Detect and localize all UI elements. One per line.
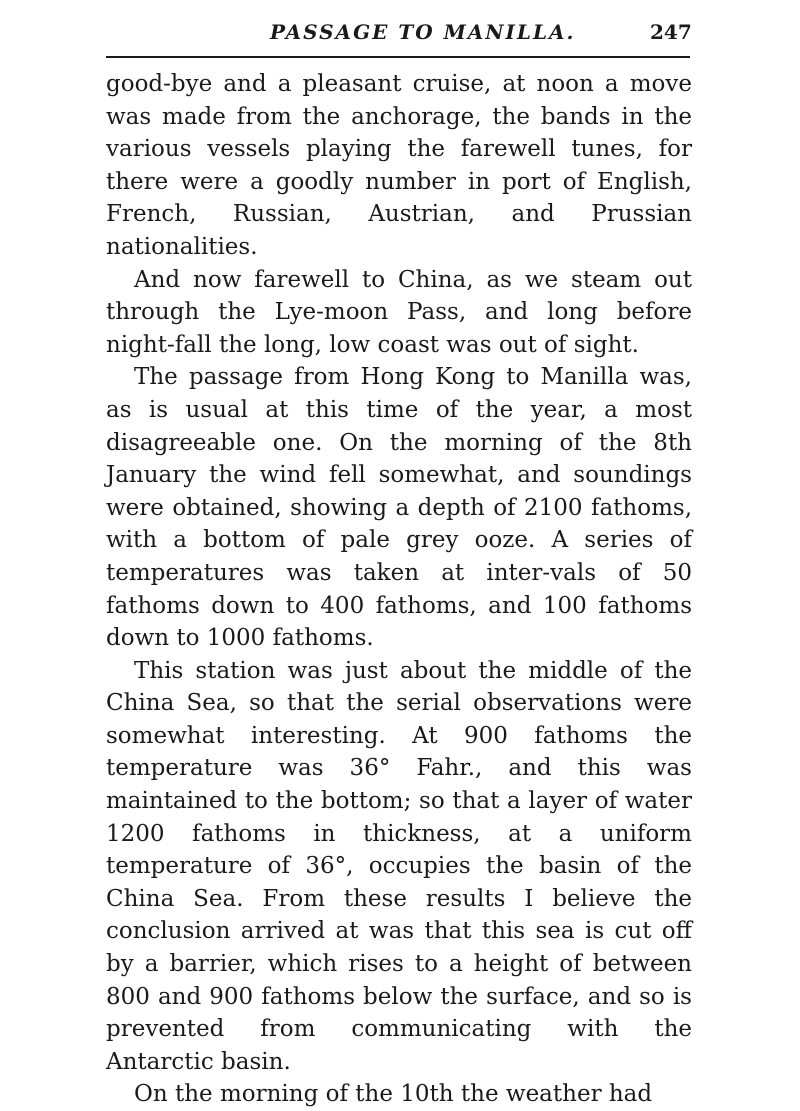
- running-title: PASSAGE TO MANILLA.: [270, 20, 576, 44]
- paragraph-farewell-china: And now farewell to China, as we steam out through the Lye-moon Pass, and long before night-fall the long, low coast was out of sight.: [106, 266, 692, 358]
- page-header: [0, 20, 800, 54]
- paragraph-passage-manilla: The passage from Hong Kong to Manilla was, as is usual at this time of the year, a most disagreeable one. On the morning of the 8th January the wind fell somewhat, and soundings were obtained, showing a depth of 2100 fathoms, with a bottom of pale grey ooze. A series of temperatures was taken at inter-vals of 50 fathoms down to 400 fathoms, and 100 fathoms down to 1000 fathoms.: [106, 364, 692, 652]
- paragraph-china-sea-station: This station was just about the middle of the China Sea, so that the serial observations were somewhat interesting. At 900 fathoms the temperature was 36° Fahr., and this was maintained to the bottom; so that a layer of water 1200 fathoms in thickness, at a uniform temperature of 36°, occupies the basin of the China Sea. From these results I believe the conclusion arrived at was that this sea is cut off by a barrier, which rises to a height of between 800 and 900 fathoms below the surface, and so is prevented from communicating with the Antarctic basin.: [106, 657, 692, 1075]
- body-text: [106, 68, 692, 1111]
- paragraph-continued: good-bye and a pleasant cruise, at noon a move was made from the anchorage, the bands in the various vessels playing the farewell tunes, for there were a goodly number in port of English, French, Russian, Austrian, and Prussian nationalities.: [106, 71, 692, 260]
- paragraph-tenth-morning: On the morning of the 10th the weather had: [134, 1081, 653, 1108]
- header-rule: [106, 56, 690, 58]
- page-number: 247: [650, 20, 692, 44]
